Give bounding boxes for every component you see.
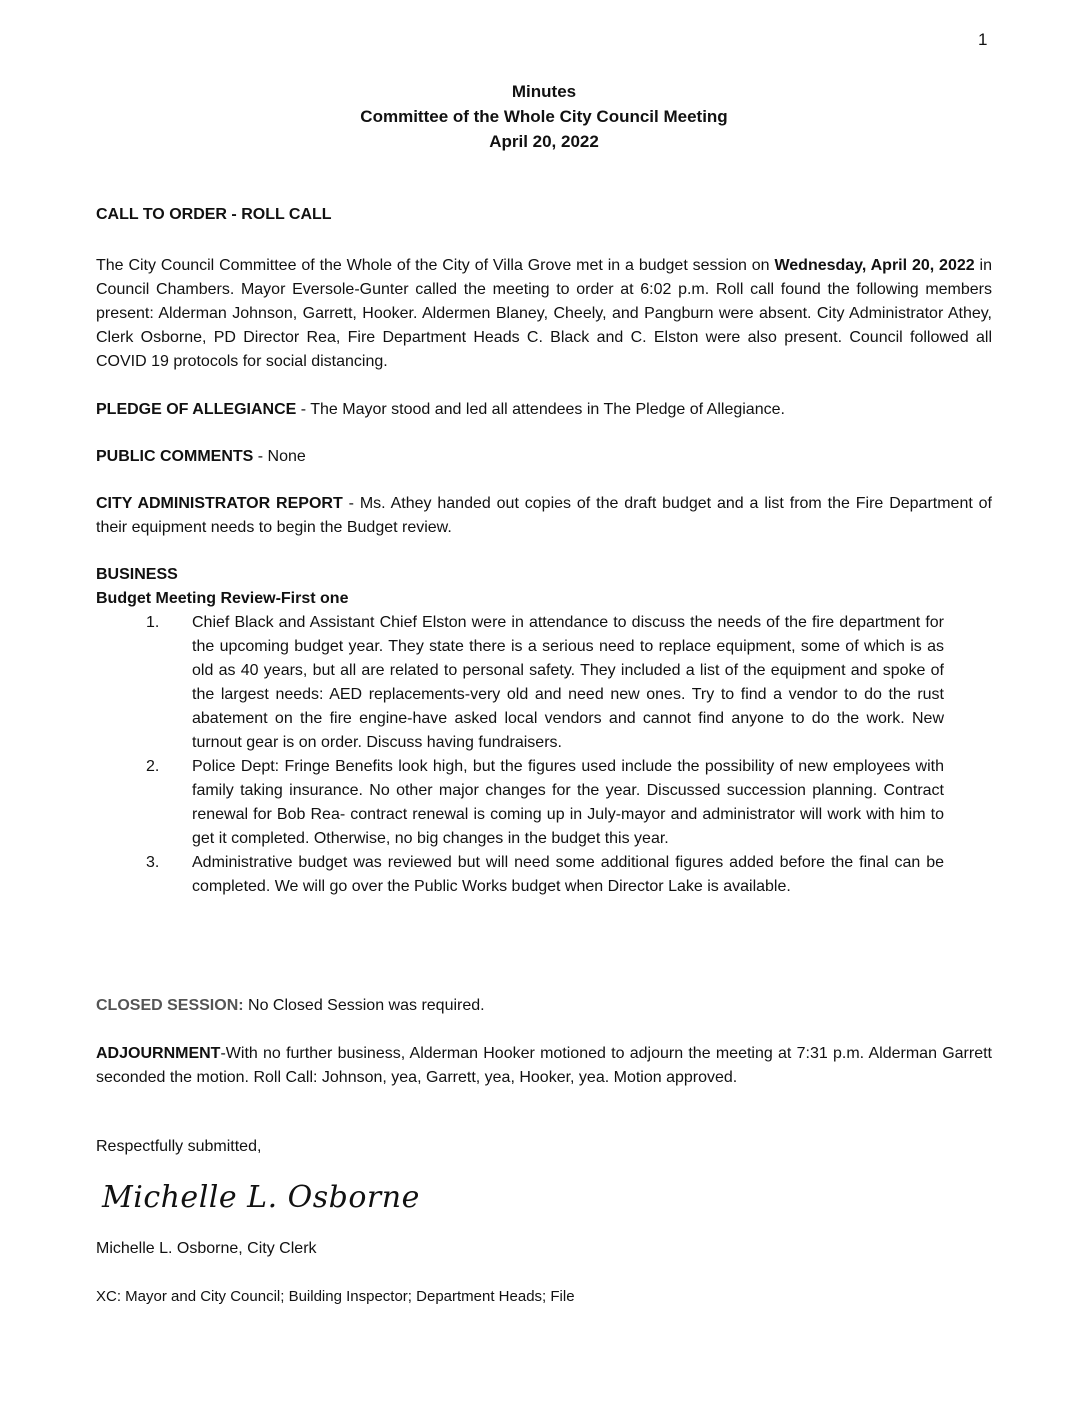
public-comments-paragraph xyxy=(96,445,992,469)
header-title: Minutes xyxy=(511,82,577,101)
adjournment-paragraph xyxy=(96,1042,992,1090)
distribution-list: XC: Mayor and City Council; Building Inspector; Department Heads; File xyxy=(96,1288,575,1305)
header-date: April 20, 2022 xyxy=(489,132,599,151)
page-number: 1 xyxy=(978,30,988,49)
item-text: Administrative budget was reviewed but will need some additional figures added before the final can be completed. We will go over the Public Works budget when Director Lake is available. xyxy=(192,854,944,895)
item-number: 2. xyxy=(146,758,160,775)
admin-report-paragraph xyxy=(96,492,992,540)
business-item xyxy=(96,755,944,851)
item-number: 3. xyxy=(146,854,160,871)
closed-session-label: CLOSED SESSION: xyxy=(96,997,244,1014)
item-text: Chief Black and Assistant Chief Elston were in attendance to discuss the needs of the fire department for the upcoming budget year. They state there is a serious need to replace equipment, some of which is as old as 40 years, but all are related to personal safety. They included a list of the equipment and spoke of the largest needs: AED replacements-very old and need new ones. Try to find a vendor to do the rust abatement on the fire engine-have asked local vendors and cannot find anyone to do the work. New turnout gear is on order. Discuss having fundraisers. xyxy=(192,614,944,751)
adjournment-text: -With no further business, Alderman Hooker motioned to adjourn the meeting at 7:31 p.m. Alderman Garrett seconded the motion. Roll Call: Johnson, yea, Garrett, yea, Hooker, yea. Motion approved. xyxy=(96,1045,992,1086)
call-to-order-heading: CALL TO ORDER - ROLL CALL xyxy=(96,206,332,223)
header-meeting-name: Committee of the Whole City Council Meeting xyxy=(360,107,728,126)
adjournment-label: ADJOURNMENT xyxy=(96,1045,221,1062)
business-item-list xyxy=(96,611,944,899)
call-to-order-text-a: The City Council Committee of the Whole of the City of Villa Grove met in a budget session on xyxy=(96,257,775,274)
call-to-order-paragraph xyxy=(96,254,992,374)
meeting-date-bold: Wednesday, April 20, 2022 xyxy=(774,257,975,274)
business-item xyxy=(96,851,944,899)
closed-session-paragraph xyxy=(96,994,992,1018)
closed-session-text: No Closed Session was required. xyxy=(243,997,485,1014)
business-subheading: Budget Meeting Review-First one xyxy=(96,590,349,607)
handwritten-signature: Michelle L. Osborne xyxy=(102,1180,420,1215)
pledge-text: - The Mayor stood and led all attendees in The Pledge of Allegiance. xyxy=(296,401,785,418)
public-comments-label: PUBLIC COMMENTS xyxy=(96,448,254,465)
business-heading: BUSINESS xyxy=(96,566,178,583)
pledge-paragraph xyxy=(96,398,992,422)
closing-line: Respectfully submitted, xyxy=(96,1138,262,1155)
call-to-order-text-b: in Council Chambers. Mayor Eversole-Gunter called the meeting to order at 6:02 p.m. Roll call found the following members present: Alderman Johnson, Garrett, Hooker. Aldermen Blaney, Cheely, and Pangburn were absent. City Administrator Athey, Clerk Osborne, PD Director Rea, Fire Department Heads C. Black and C. Elston were also present. Council followed all COVID 19 protocols for social distancing. xyxy=(96,257,992,370)
admin-report-label: CITY ADMINISTRATOR REPORT xyxy=(96,495,343,512)
signer-name: Michelle L. Osborne, City Clerk xyxy=(96,1240,317,1257)
admin-report-text: - Ms. Athey handed out copies of the draft budget and a list from the Fire Department of their equipment needs to begin the Budget review. xyxy=(96,495,993,536)
public-comments-text: - None xyxy=(253,448,306,465)
business-item xyxy=(96,611,944,755)
item-text: Police Dept: Fringe Benefits look high, but the figures used include the possibility of new employees with family taking insurance. No other major changes for the year. Discussed succession planning. Contract renewal for Bob Rea- contract renewal is coming up in July-mayor and administrator will work with him to get it completed. Otherwise, no big changes in the budget this year. xyxy=(192,758,944,847)
document-header xyxy=(0,79,1088,154)
pledge-label: PLEDGE OF ALLEGIANCE xyxy=(96,401,297,418)
item-number: 1. xyxy=(146,614,160,631)
